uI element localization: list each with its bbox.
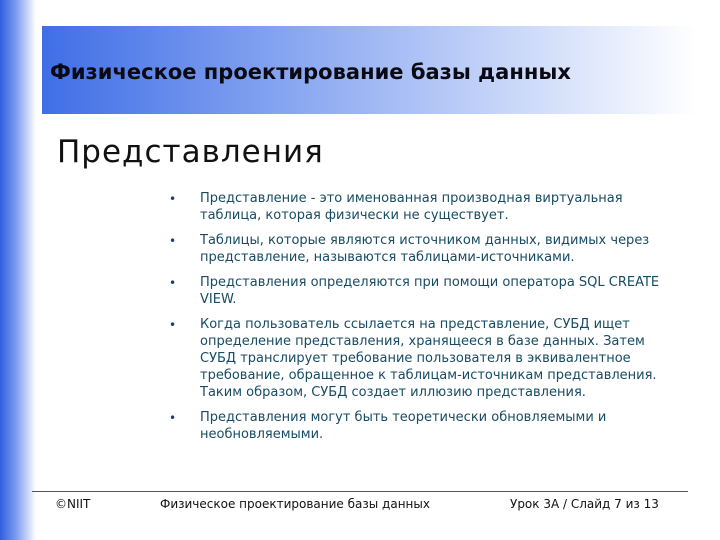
bullet-marker-icon: • <box>169 276 177 290</box>
bullet-text: Представления могут быть теоретически обновляемыми и необновляемыми. <box>200 410 607 442</box>
bullet-marker-icon: • <box>169 234 177 248</box>
bullet-list <box>160 190 680 451</box>
bullet-text: Когда пользователь ссылается на представление, СУБД ищет определение представления, хранящееся в базе данных. Затем СУБД транслирует требование пользователя в эквивалентное требование, обращенное к таблицам-источникам представления. Таким образом, СУБД создает иллюзию представления. <box>200 317 657 400</box>
footer-divider <box>32 491 688 492</box>
section-title: Представления <box>57 134 324 170</box>
footer-course-title: Физическое проектирование базы данных <box>160 497 430 511</box>
bullet-marker-icon: • <box>169 411 177 425</box>
bullet-marker-icon: • <box>169 192 177 206</box>
list-item <box>160 232 680 266</box>
footer-copyright: ©NIIT <box>55 497 91 511</box>
bullet-marker-icon: • <box>169 318 177 332</box>
bullet-text: Представления определяются при помощи оператора SQL CREATE VIEW. <box>200 275 660 307</box>
list-item <box>160 274 680 308</box>
slide-header-title: Физическое проектирование базы данных <box>50 60 571 84</box>
bullet-text: Представление - это именованная производная виртуальная таблица, которая физически не существует. <box>200 191 623 223</box>
list-item <box>160 190 680 224</box>
footer-slide-counter: Урок 3А / Слайд 7 из 13 <box>510 497 659 511</box>
list-item <box>160 409 680 443</box>
list-item <box>160 316 680 401</box>
left-gradient-strip <box>0 0 36 540</box>
bullet-text: Таблицы, которые являются источником данных, видимых через представление, называются таблицами-источниками. <box>200 233 650 265</box>
